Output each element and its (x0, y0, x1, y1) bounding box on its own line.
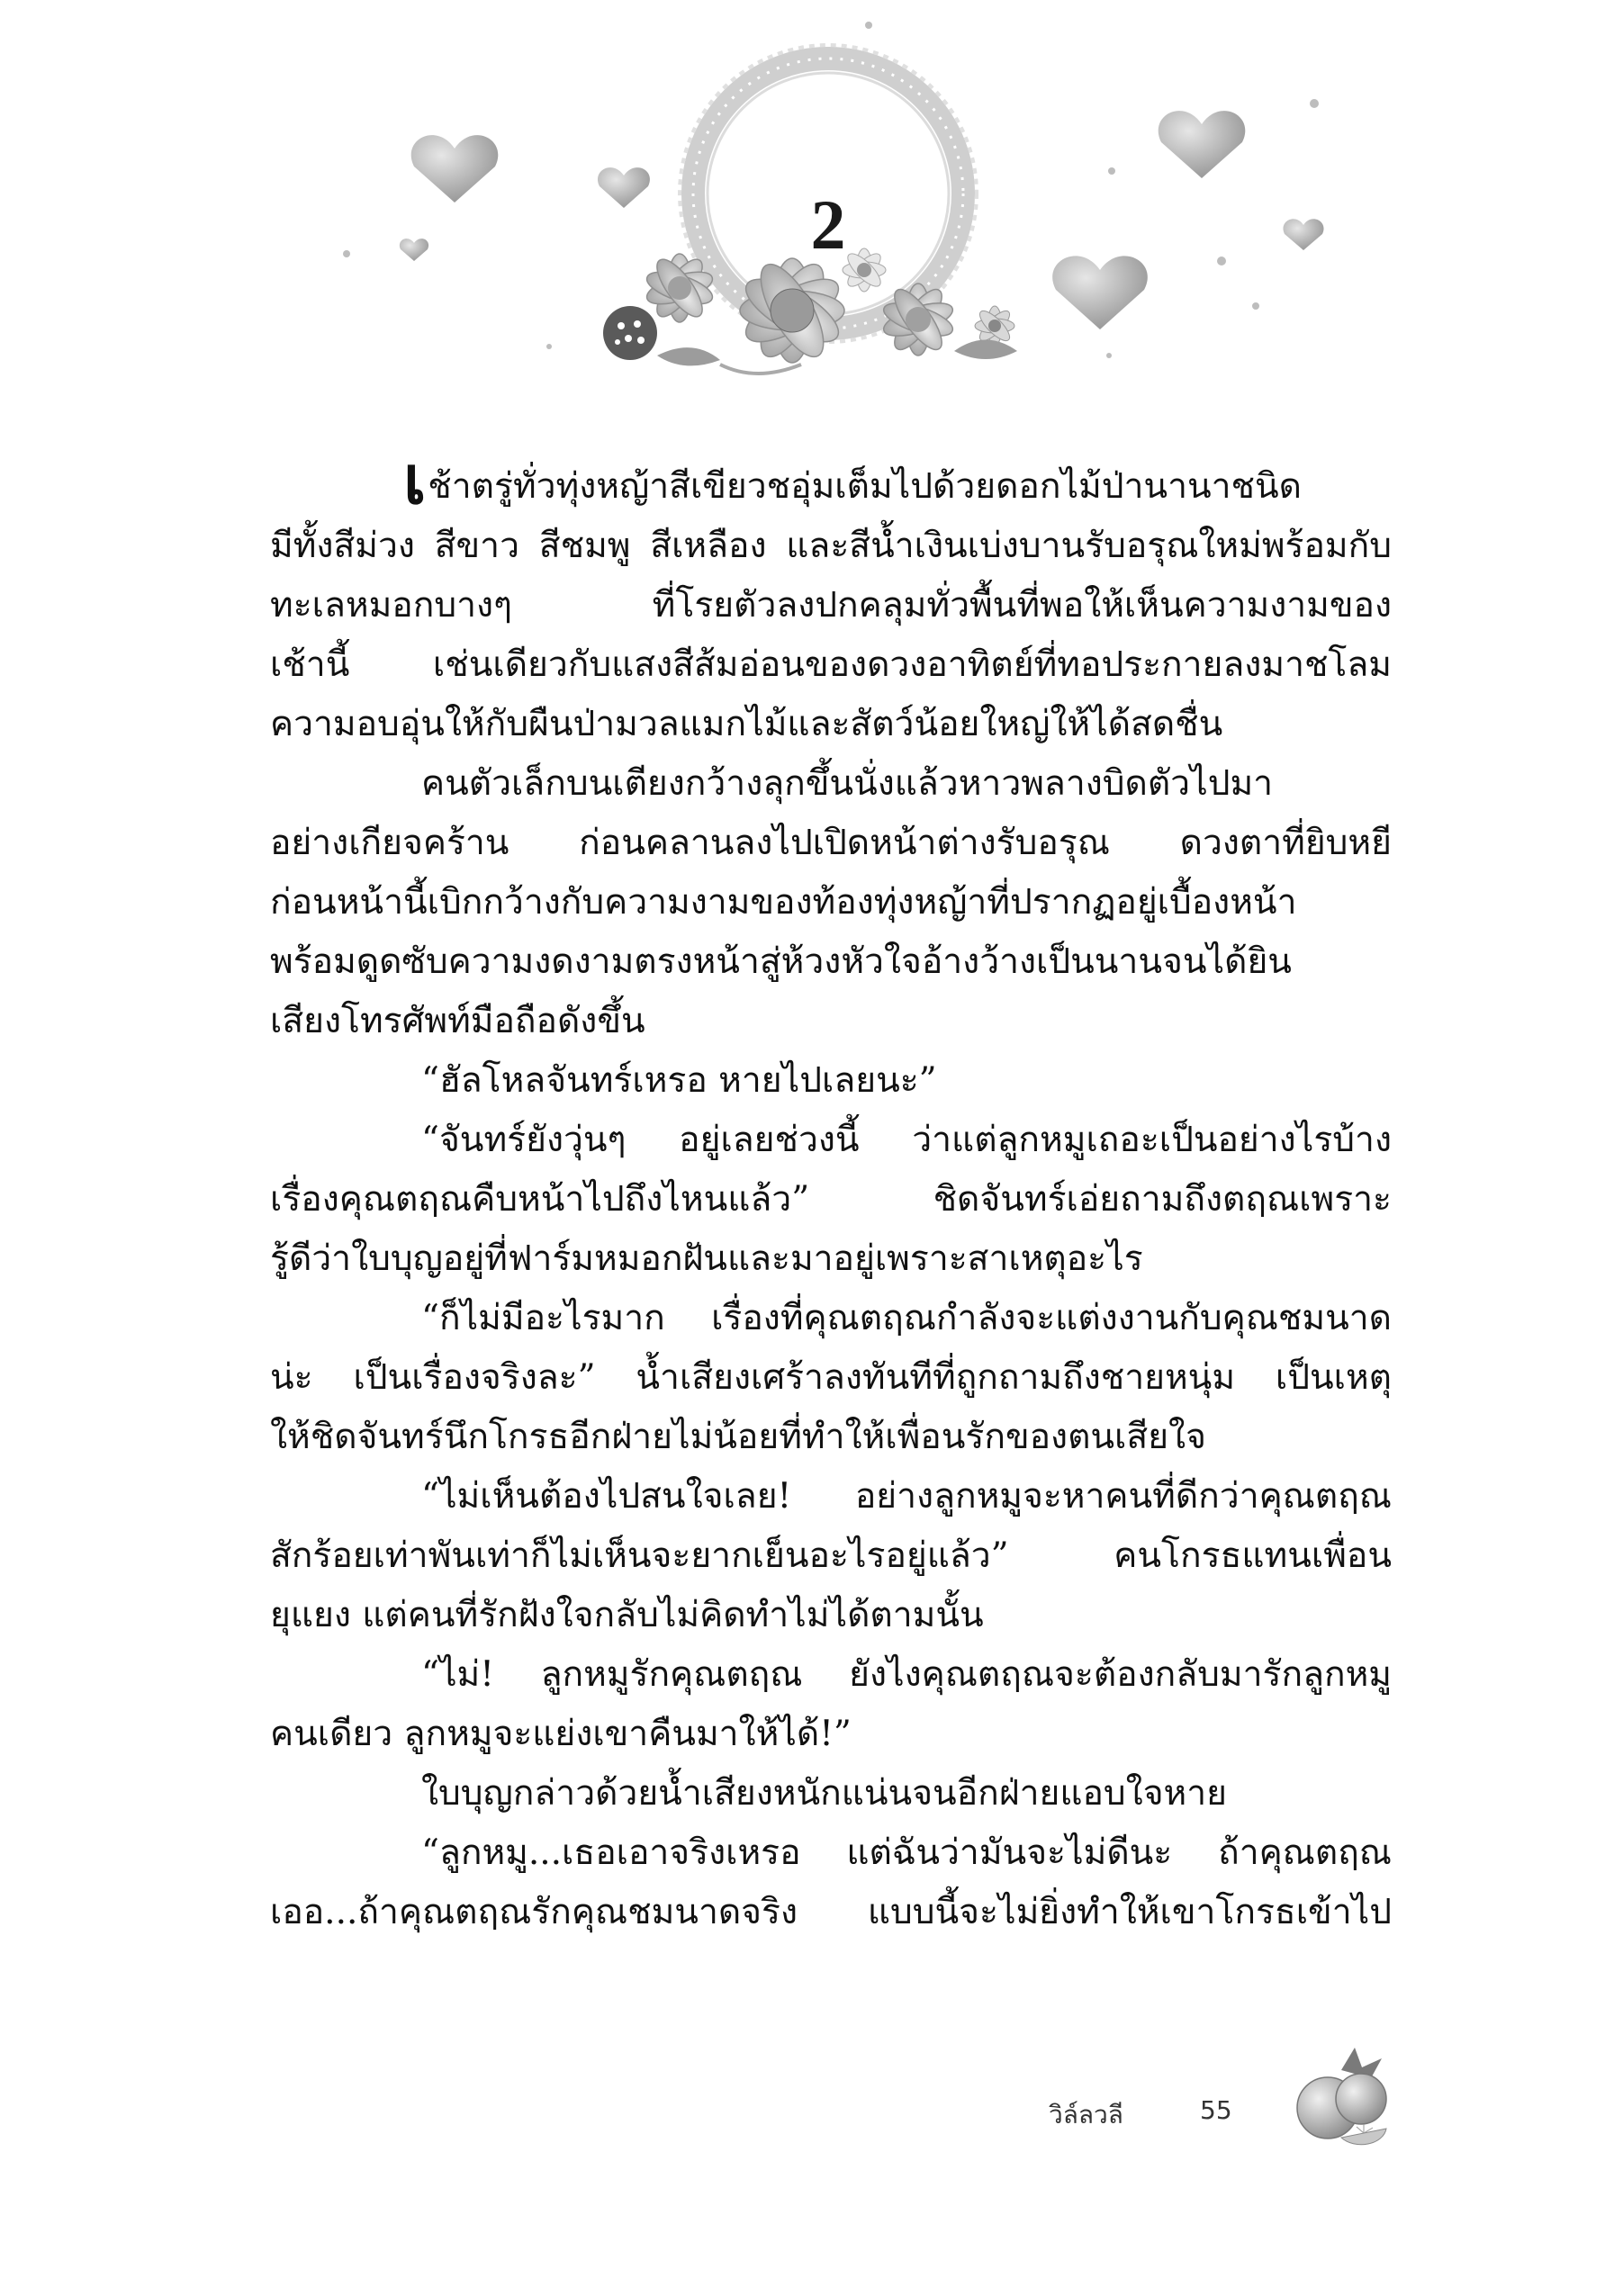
fruit-ornament-icon (1278, 2043, 1404, 2160)
paragraph-line: รู้ดีว่าใบบุญอยู่ที่ฟาร์มหมอกฝันและมาอยู่เพราะสาเหตุอะไร (270, 1238, 1143, 1279)
paragraph-line: “จันทร์ยังวุ่นๆ อยู่เลยช่วงนี้ ว่าแต่ลูกหมูเถอะเป็นอย่างไรบ้าง (421, 1120, 1392, 1160)
paragraph-line: เรื่องคุณตฤณคืบหน้าไปถึงไหนแล้ว” ชิดจันทร์เอ่ยถามถึงตฤณเพราะ (270, 1179, 1392, 1220)
paragraph-line: เช้านี้ เช่นเดียวกับแสงสีส้มอ่อนของดวงอาทิตย์ที่ทอประกายลงมาชโลม (270, 644, 1392, 685)
drop-cap: เ (403, 457, 427, 517)
paragraph-line: “ไม่! ลูกหมูรักคุณตฤณ ยังไงคุณตฤณจะต้องกลับมารักลูกหมู (421, 1654, 1392, 1695)
chapter-body-text (270, 457, 1392, 1942)
paragraph-line: ความอบอุ่นให้กับผืนป่ามวลแมกไม้และสัตว์น้อยใหญ่ให้ได้สดชื่น (270, 704, 1223, 744)
paragraph-line: ให้ชิดจันทร์นึกโกรธอีกฝ่ายไม่น้อยที่ทำให้เพื่อนรักของตนเสียใจ (270, 1417, 1206, 1457)
paragraph-line: เสียงโทรศัพท์มือถือดังขึ้น (270, 1001, 645, 1041)
paragraph-line: มีทั้งสีม่วง สีขาว สีชมพู สีเหลือง และสีน้ำเงินเบ่งบานรับอรุณใหม่พร้อมกับ (270, 526, 1392, 566)
paragraph-line: “ก็ไม่มีอะไรมาก เรื่องที่คุณตฤณกำลังจะแต่งงานกับคุณชมนาด (421, 1298, 1392, 1338)
paragraph-line: สักร้อยเท่าพันเท่าก็ไม่เห็นจะยากเย็นอะไรอยู่แล้ว” คนโกรธแทนเพื่อน (270, 1535, 1392, 1576)
book-title: วิล์ลวลี (1049, 2100, 1123, 2129)
paragraph-line: “ลูกหมู...เธอเอาจริงเหรอ แต่ฉันว่ามันจะไม่ดีนะ ถ้าคุณตฤณ (421, 1832, 1392, 1873)
paragraph-line: ยุแยง แต่คนที่รักฝังใจกลับไม่คิดทำไม่ได้ตามนั้น (270, 1595, 984, 1635)
chapter-number: 2 (810, 185, 846, 264)
paragraph-line: น่ะ เป็นเรื่องจริงละ” น้ำเสียงเศร้าลงทันทีที่ถูกถามถึงชายหนุ่ม เป็นเหตุ (270, 1357, 1392, 1398)
paragraph-line: คนตัวเล็กบนเตียงกว้างลุกขึ้นนั่งแล้วหาวพลางบิดตัวไปมา (421, 763, 1274, 804)
paragraph-line: ทะเลหมอกบางๆ ที่โรยตัวลงปกคลุมทั่วพื้นที่พอให้เห็นความงามของ (270, 585, 1392, 626)
paragraph-line: พร้อมดูดซับความงดงามตรงหน้าสู่ห้วงหัวใจอ้างว้างเป็นนานจนได้ยิน (270, 941, 1292, 982)
paragraph-line: เออ...ถ้าคุณตฤณรักคุณชมนาดจริง แบบนี้จะไม่ยิ่งทำให้เขาโกรธเข้าไป (270, 1892, 1392, 1932)
page-number: 55 (1200, 2095, 1232, 2125)
paragraph-line: ใบบุญกล่าวด้วยน้ำเสียงหนักแน่นจนอีกฝ่ายแอบใจหาย (421, 1773, 1228, 1814)
paragraph-line: “ฮัลโหลจันทร์เหรอ หายไปเลยนะ” (421, 1060, 937, 1101)
paragraph-line: คนเดียว ลูกหมูจะแย่งเขาคืนมาให้ได้!” (270, 1714, 852, 1754)
paragraph-line (270, 457, 1392, 517)
paragraph-line: ก่อนหน้านี้เบิกกว้างกับความงามของท้องทุ่งหญ้าที่ปรากฏอยู่เบื้องหน้า (270, 882, 1297, 923)
paragraph-line: อย่างเกียจคร้าน ก่อนคลานลงไปเปิดหน้าต่างรับอรุณ ดวงตาที่ยิบหยี (270, 823, 1392, 863)
line-text: ช้าตรู่ทั่วทุ่งหญ้าสีเขียวชอุ่มเต็มไปด้วยดอกไม้ป่านานาชนิด (428, 466, 1303, 507)
paragraph-line: “ไม่เห็นต้องไปสนใจเลย! อย่างลูกหมูจะหาคนที่ดีกว่าคุณตฤณ (421, 1476, 1392, 1517)
